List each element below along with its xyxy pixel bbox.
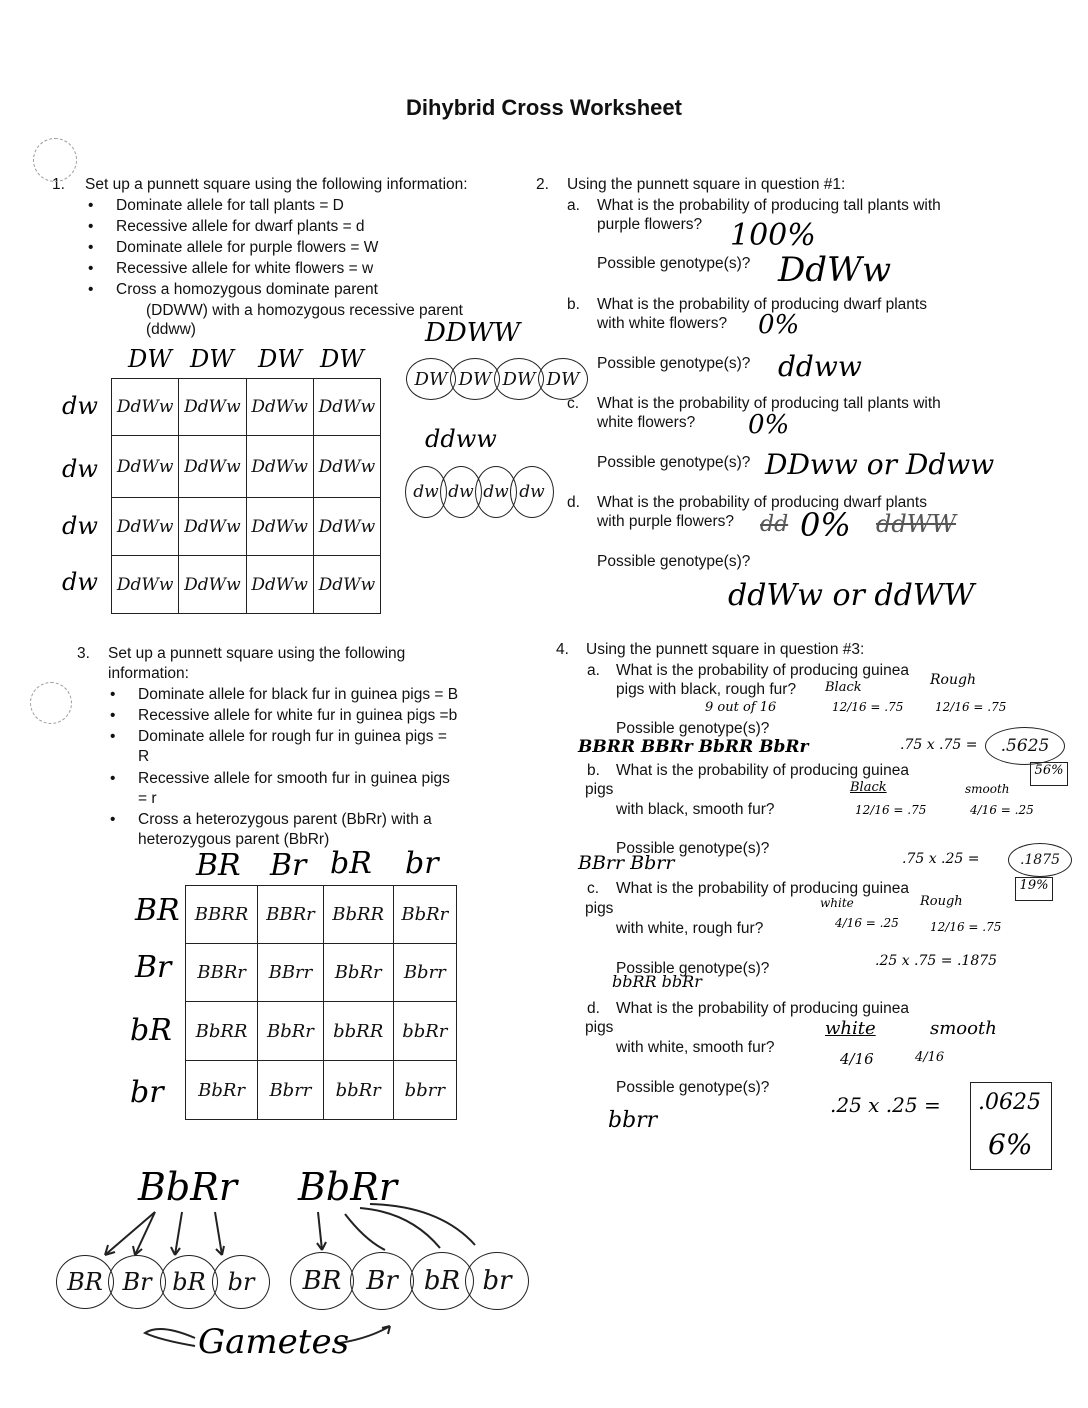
- punnett-cell: DdWw: [112, 436, 179, 498]
- q4c-geno-label: Possible genotype(s)?: [616, 960, 770, 977]
- q2-number: 2.: [536, 176, 549, 193]
- q3-parent-b: BbRr: [298, 1165, 398, 1209]
- q4c-line1: What is the probability of producing guinea: [616, 880, 909, 897]
- q2b-geno: ddww: [778, 350, 862, 383]
- punnett-cell: Bbrr: [258, 1061, 324, 1120]
- q2d-geno-label: Possible genotype(s)?: [597, 553, 751, 570]
- q1-bullet: • Recessive allele for white flowers = w: [116, 259, 373, 280]
- gamete-oval: br: [465, 1252, 529, 1310]
- q4a-note: Black: [825, 680, 862, 695]
- q3-number: 3.: [77, 645, 90, 662]
- q4a-note: 9 out of 16: [705, 700, 777, 715]
- gamete-oval: dw: [510, 466, 554, 518]
- gamete-oval: bR: [160, 1255, 218, 1309]
- q1-row-header: dw: [62, 455, 98, 483]
- q4a-frac: 12/16 = .75: [935, 700, 1007, 714]
- q4d-geno-label: Possible genotype(s)?: [616, 1079, 770, 1096]
- q1-col-header: DW: [258, 345, 302, 373]
- q4d-frac: 4/16: [840, 1050, 874, 1068]
- q1-bullet-cont: (DDWW) with a homozygous recessive parent: [146, 302, 463, 319]
- q4d-note: white: [825, 1018, 876, 1039]
- q2c-letter: c.: [567, 395, 580, 412]
- q3-row-header: bR: [130, 1013, 172, 1048]
- q2c-answer: 0%: [748, 410, 790, 440]
- q4d-note: smooth: [930, 1018, 997, 1039]
- q2b-letter: b.: [567, 296, 580, 313]
- q4a-result: .5625: [985, 727, 1065, 765]
- punnett-cell: BbRr: [393, 886, 456, 944]
- gamete-oval: BR: [56, 1255, 114, 1309]
- q2d-answer: 0%: [800, 506, 851, 544]
- q1-col-header: DW: [320, 345, 364, 373]
- q4d-letter: d.: [587, 1000, 600, 1017]
- q3-bullet-cont: heterozygous parent (BbRr): [138, 831, 330, 848]
- q2c-line1: What is the probability of producing tall plants with: [597, 395, 941, 412]
- q4c-line2: pigs: [585, 900, 614, 917]
- q4-number: 4.: [556, 641, 569, 658]
- q3-row-header: Br: [135, 950, 172, 985]
- q4b-result: .1875: [1008, 843, 1072, 877]
- q4d-line2: pigs: [585, 1019, 614, 1036]
- q3-line2: information:: [108, 665, 189, 682]
- punnett-cell: DdWw: [246, 498, 313, 556]
- page-title: Dihybrid Cross Worksheet: [406, 95, 682, 120]
- q3-col-header: BR: [196, 848, 241, 883]
- gamete-oval: dw: [405, 466, 447, 518]
- q4b-frac: 12/16 = .75: [855, 803, 927, 817]
- q4b-geno: BBrr Bbrr: [578, 852, 675, 874]
- q4b-letter: b.: [587, 762, 600, 779]
- q3-col-header: bR: [330, 846, 372, 881]
- gamete-oval: bR: [410, 1252, 474, 1310]
- q1-bullet: • Recessive allele for dwarf plants = d: [116, 217, 365, 238]
- punnett-cell: bbrr: [393, 1061, 456, 1120]
- q2c-line2: white flowers?: [597, 414, 696, 431]
- q1-bullet: • Dominate allele for tall plants = D: [116, 196, 344, 217]
- punnett-cell: DdWw: [179, 379, 246, 436]
- q2a-geno-label: Possible genotype(s)?: [597, 255, 751, 272]
- q4d-geno: bbrr: [608, 1108, 658, 1133]
- q1-text: Set up a punnett square using the following information:: [85, 176, 468, 193]
- punnett-cell: DdWw: [112, 556, 179, 614]
- q3-col-header: br: [405, 846, 439, 881]
- q1-col-header: DW: [128, 345, 172, 373]
- q4a-geno-label: Possible genotype(s)?: [616, 720, 770, 737]
- q4d-calc: .25 x .25 =: [830, 1093, 941, 1117]
- punnett-cell: bbRR: [323, 1002, 393, 1061]
- q4a-frac: 12/16 = .75: [832, 700, 904, 714]
- q2d-line1: What is the probability of producing dwarf plants: [597, 494, 927, 511]
- punnett-cell: DdWw: [246, 556, 313, 614]
- q4b-calc: .75 x .25 =: [902, 851, 980, 867]
- gamete-oval: DW: [450, 358, 500, 400]
- q1-row-header: dw: [62, 512, 98, 540]
- punnett-cell: bbRr: [323, 1061, 393, 1120]
- q2c-geno: DDww or Ddww: [765, 448, 995, 481]
- punch-hole-mark: [33, 138, 77, 182]
- punnett-cell: bbRr: [393, 1002, 456, 1061]
- punnett-cell: BbRR: [323, 886, 393, 944]
- gametes-label: Gametes: [198, 1322, 350, 1362]
- gamete-oval: BR: [290, 1252, 354, 1310]
- punnett-cell: DdWw: [313, 498, 380, 556]
- gamete-oval: DW: [406, 358, 456, 400]
- punnett-cell: BBrr: [258, 944, 324, 1002]
- punnett-cell: BbRr: [323, 944, 393, 1002]
- q4c-frac: 4/16 = .25: [835, 916, 899, 930]
- punnett-cell: DdWw: [179, 436, 246, 498]
- punnett-cell: BBRr: [186, 944, 258, 1002]
- q4c-frac: 12/16 = .75: [930, 920, 1002, 934]
- q1-col-header: DW: [190, 345, 234, 373]
- gamete-oval: DW: [494, 358, 544, 400]
- q4c-calc: .25 x .75 = .1875: [875, 953, 998, 969]
- q2d-line2: with purple flowers?: [597, 513, 734, 530]
- q1-row-header: dw: [62, 392, 98, 420]
- q3-bullet: • Dominate allele for rough fur in guinea pigs =: [138, 727, 447, 748]
- q1-row-header: dw: [62, 568, 98, 596]
- q2d-letter: d.: [567, 494, 580, 511]
- q4d-pct: 6%: [988, 1128, 1033, 1161]
- q2d-crossed: ddWW: [876, 510, 957, 538]
- punnett-cell: DdWw: [246, 436, 313, 498]
- q2a-answer: 100%: [730, 218, 816, 253]
- gamete-oval: br: [212, 1255, 270, 1309]
- q3-bullet: • Recessive allele for white fur in guinea pigs =b: [138, 706, 457, 727]
- q4a-line1: What is the probability of producing guinea: [616, 662, 909, 679]
- punnett-cell: DdWw: [179, 556, 246, 614]
- q4d-result: .0625: [978, 1090, 1041, 1115]
- gamete-oval: Br: [108, 1255, 166, 1309]
- q3-line1: Set up a punnett square using the following: [108, 645, 406, 662]
- punnett-cell: BBRR: [186, 886, 258, 944]
- q4d-frac: 4/16: [915, 1050, 945, 1065]
- gamete-oval: Br: [350, 1252, 414, 1310]
- q2b-line2: with white flowers?: [597, 315, 728, 332]
- q1-parent1: DDWW: [425, 318, 521, 348]
- q3-col-header: Br: [270, 848, 307, 883]
- q4b-geno-label: Possible genotype(s)?: [616, 840, 770, 857]
- q2b-answer: 0%: [758, 310, 800, 340]
- q4c-note: white: [820, 896, 854, 910]
- q1-punnett-square: [111, 378, 381, 614]
- gamete-oval: dw: [440, 466, 482, 518]
- q3-bullet: • Recessive allele for smooth fur in guinea pigs: [138, 769, 450, 790]
- punnett-cell: DdWw: [313, 379, 380, 436]
- q1-number: 1.: [52, 176, 65, 193]
- q4a-calc: .75 x .75 =: [900, 737, 978, 753]
- q4a-letter: a.: [587, 662, 600, 679]
- punnett-cell: BbRr: [258, 1002, 324, 1061]
- q4b-line3: with black, smooth fur?: [616, 801, 775, 818]
- punnett-cell: Bbrr: [393, 944, 456, 1002]
- gamete-oval: DW: [538, 358, 588, 400]
- gamete-oval: dw: [475, 466, 517, 518]
- q2a-letter: a.: [567, 197, 580, 214]
- q4b-line1: What is the probability of producing guinea: [616, 762, 909, 779]
- q4a-pct: 56%: [1030, 762, 1068, 786]
- punnett-cell: DdWw: [246, 379, 313, 436]
- q1-bullet: • Cross a homozygous dominate parent: [116, 280, 378, 301]
- q3-bullet-cont: R: [138, 748, 150, 765]
- punch-hole-mark: [30, 682, 72, 724]
- q4c-line3: with white, rough fur?: [616, 920, 764, 937]
- q3-row-header: br: [130, 1075, 164, 1110]
- q3-bullet: • Dominate allele for black fur in guinea pigs = B: [138, 685, 458, 706]
- q1-bullet-cont: (ddww): [146, 321, 196, 338]
- punnett-cell: DdWw: [313, 436, 380, 498]
- q2a-geno: DdWw: [778, 250, 892, 290]
- q2a-line1: What is the probability of producing tall plants with: [597, 197, 941, 214]
- q4d-line1: What is the probability of producing guinea: [616, 1000, 909, 1017]
- punnett-cell: BbRR: [186, 1002, 258, 1061]
- punnett-cell: DdWw: [313, 556, 380, 614]
- q4c-note: Rough: [920, 894, 963, 909]
- q4a-note: Rough: [930, 672, 976, 688]
- q2b-geno-label: Possible genotype(s)?: [597, 355, 751, 372]
- q4b-note: Black: [850, 780, 887, 795]
- q2d-crossed: dd: [760, 512, 789, 537]
- punnett-cell: BbRr: [186, 1061, 258, 1120]
- q1-parent2: ddww: [425, 425, 497, 453]
- punnett-cell: BBRr: [258, 886, 324, 944]
- q3-row-header: BR: [135, 893, 180, 928]
- q4-text: Using the punnett square in question #3:: [586, 641, 865, 658]
- q3-bullet-cont: = r: [138, 790, 157, 807]
- punnett-cell: DdWw: [179, 498, 246, 556]
- q3-punnett-square: [185, 885, 457, 1120]
- q2-text: Using the punnett square in question #1:: [567, 176, 846, 193]
- q2b-line1: What is the probability of producing dwarf plants: [597, 296, 927, 313]
- q4b-pct: 19%: [1015, 877, 1053, 901]
- q1-bullet: • Dominate allele for purple flowers = W: [116, 238, 378, 259]
- q4d-line3: with white, smooth fur?: [616, 1039, 775, 1056]
- q4b-frac: 4/16 = .25: [970, 803, 1034, 817]
- q4b-note: smooth: [965, 782, 1010, 796]
- q3-bullet: • Cross a heterozygous parent (BbRr) with a: [138, 810, 432, 831]
- q4a-line2: pigs with black, rough fur?: [616, 681, 797, 698]
- q4a-geno: BBRR BBRr BbRR BbRr: [578, 737, 809, 757]
- punnett-cell: DdWw: [112, 498, 179, 556]
- q4b-line2: pigs: [585, 781, 614, 798]
- q2c-geno-label: Possible genotype(s)?: [597, 454, 751, 471]
- q2d-geno: ddWw or ddWW: [728, 578, 975, 613]
- q2a-line2: purple flowers?: [597, 216, 703, 233]
- q4c-geno: bbRR bbRr: [612, 972, 702, 991]
- q3-parent-a: BbRr: [138, 1165, 238, 1209]
- punnett-cell: DdWw: [112, 379, 179, 436]
- q4c-letter: c.: [587, 880, 600, 897]
